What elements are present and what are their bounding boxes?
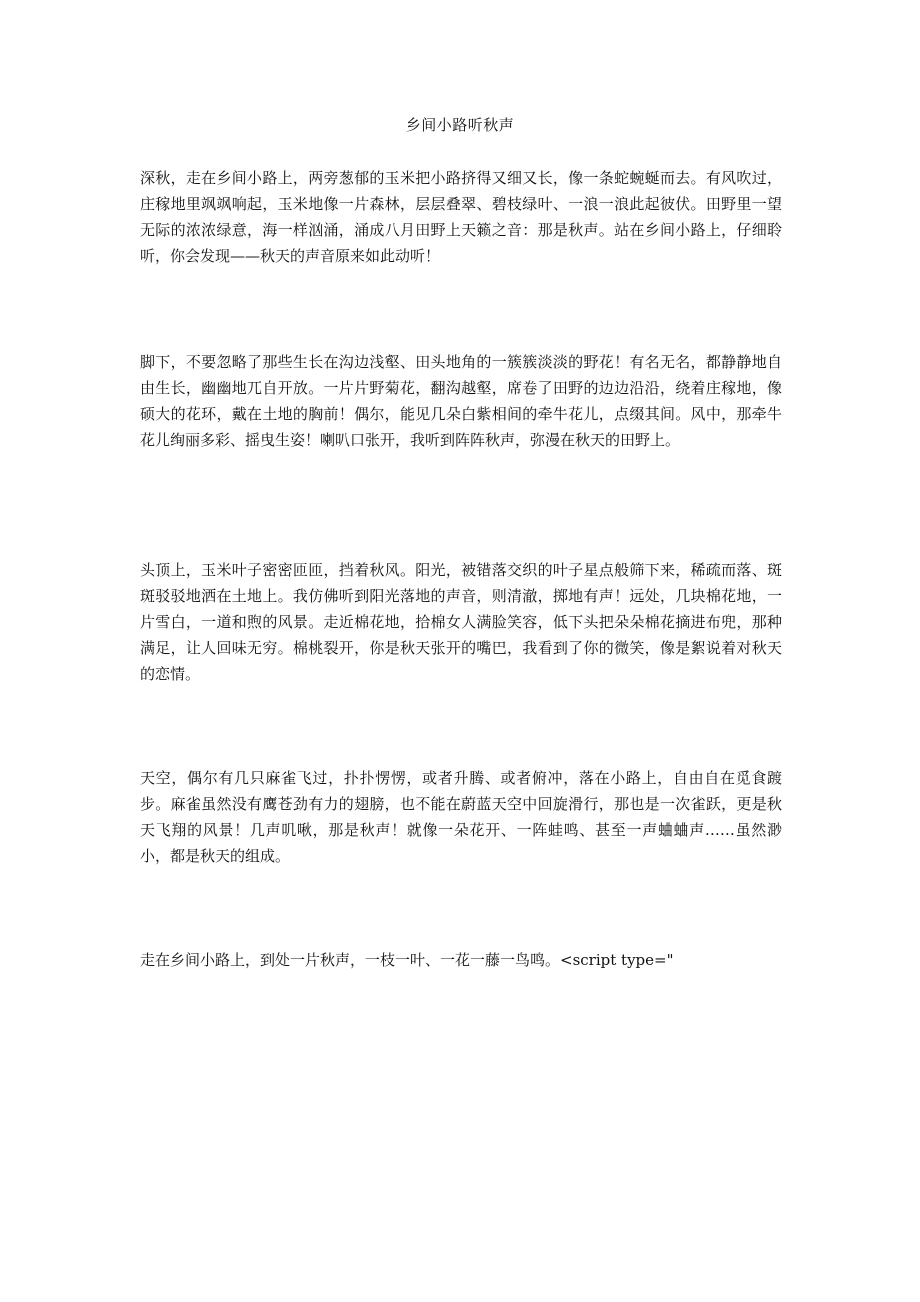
paragraph-5: 走在乡间小路上，到处一片秋声，一枝一叶、一花一藤一鸟鸣。<script type=": [140, 951, 674, 969]
paragraph-4: 天空，偶尔有几只麻雀飞过，扑扑愣愣，或者升腾、或者俯冲，落在小路上，自由自在觅食踱步。麻雀虽然没有鹰苍劲有力的翅膀，也不能在蔚蓝天空中回旋滑行，那也是一次雀跃，更是秋天飞翔的风景！几声叽啾，那是秋声！就像一朵花开、一阵蛙鸣、甚至一声蛐蛐声……虽然渺小，都是秋天的组成。: [140, 769, 782, 865]
paragraph-2: 脚下，不要忽略了那些生长在沟边浅壑、田头地角的一簇簇淡淡的野花！有名无名，都静静地自由生长，幽幽地兀自开放。一片片野菊花，翻沟越壑，席卷了田野的边边沿沿，绕着庄稼地，像硕大的花环，戴在土地的胸前！偶尔，能见几朵白紫相间的牵牛花儿，点缀其间。风中，那牵牛花儿绚丽多彩、摇曳生姿！喇叭口张开，我听到阵阵秋声，弥漫在秋天的田野上。: [140, 353, 782, 449]
paragraph-1: 深秋，走在乡间小路上，两旁葱郁的玉米把小路挤得又细又长，像一条蛇蜿蜒而去。有风吹过，庄稼地里飒飒响起，玉米地像一片森林，层层叠翠、碧枝绿叶、一浪一浪此起彼伏。田野里一望无际的浓浓绿意，海一样汹涌，涌成八月田野上天籁之音：那是秋声。站在乡间小路上，仔细聆听，你会发现——秋天的声音原来如此动听！: [140, 169, 782, 265]
document-title: 乡间小路听秋声: [405, 116, 515, 134]
paragraph-3: 头顶上，玉米叶子密密匝匝，挡着秋风。阳光，被错落交织的叶子星点般筛下来，稀疏而落、斑斑驳驳地洒在土地上。我仿佛听到阳光落地的声音，则清澈，掷地有声！远处，几块棉花地，一片雪白，一道和煦的风景。走近棉花地，拾棉女人满脸笑容，低下头把朵朵棉花摘进布兜，那种满足，让人回味无穷。棉桃裂开，你是秋天张开的嘴巴，我看到了你的微笑，像是絮说着对秋天的恋情。: [140, 561, 782, 683]
